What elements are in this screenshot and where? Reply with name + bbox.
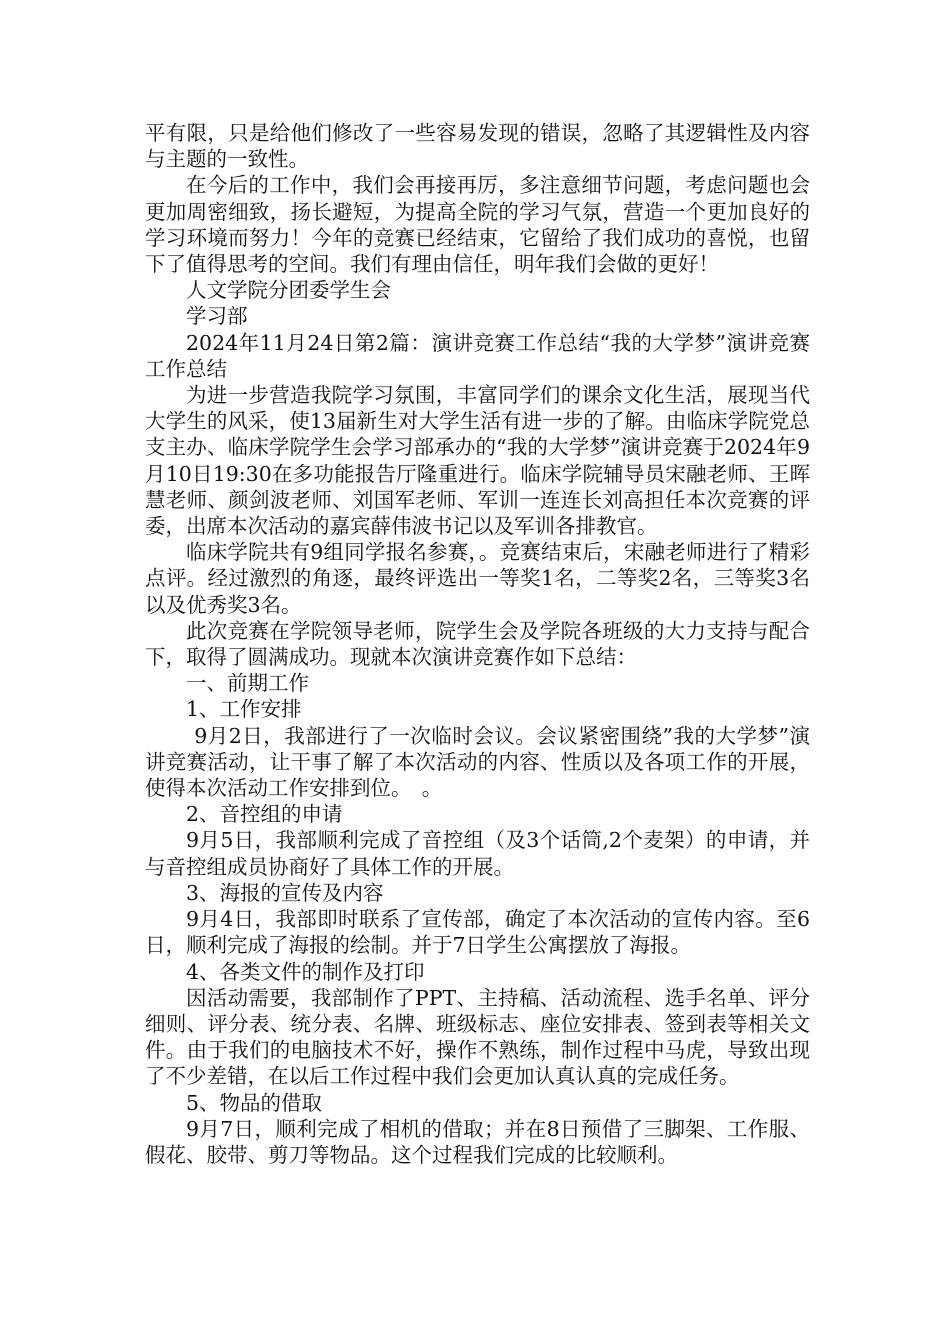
document-paragraph: 9月7日，顺利完成了相机的借取；并在8日预借了三脚架、工作服、假花、胶带、剪刀等物品。这个过程我们完成的比较顺利。 — [145, 1116, 810, 1167]
document-paragraph: 为进一步营造我院学习氛围，丰富同学们的课余文化生活，展现当代大学生的风采，使13届新生对大学生活有进一步的了解。由临床学院党总支主办、临床学院学生会学习部承办的“我的大学梦”演讲竞赛于2024年9月10日19:30在多功能报告厅隆重进行。临床学院辅导员宋融老师、王晖慧老师、颜剑波老师、刘国军老师、军训一连连长刘高担任本次竞赛的评委，出席本次活动的嘉宾薛伟波书记以及军训各排教官。 — [145, 383, 810, 539]
document-paragraph: 因活动需要，我部制作了PPT、主持稿、活动流程、选手名单、评分细则、评分表、统分表、名牌、班级标志、座位安排表、签到表等相关文件。由于我们的电脑技术不好，操作不熟练，制作过程中马虎，导致出现了不少差错，在以后工作过程中我们会更加认真认真的完成任务。 — [145, 985, 810, 1089]
document-paragraph: 9月2日，我部进行了一次临时会议。会议紧密围绕”我的大学梦”演讲竞赛活动，让干事了解了本次活动的内容、性质以及各项工作的开展，使得本次活动工作安排到位。 。 — [145, 723, 810, 801]
document-paragraph: 此次竞赛在学院领导老师，院学生会及学院各班级的大力支持与配合下，取得了圆满成功。现就本次演讲竞赛作如下总结： — [145, 618, 810, 670]
document-paragraph: 人文学院分团委学生会 — [186, 278, 391, 303]
document-paragraph: 在今后的工作中，我们会再接再厉，多注意细节问题，考虑问题也会更加周密细致，扬长避短，为提高全院的学习气氛，营造一个更加良好的学习环境而努力！今年的竞赛已经结束，它留给了我们成功的喜悦，也留下了值得思考的空间。我们有理由信任，明年我们会做的更好！ — [145, 173, 810, 277]
document-paragraph: 一、前期工作 — [186, 671, 309, 696]
document-paragraph: 3、海报的宣传及内容 — [186, 880, 384, 905]
document-paragraph: 1、工作安排 — [186, 697, 302, 722]
document-paragraph: 9月4日，我部即时联系了宣传部，确定了本次活动的宣传内容。至6日，顺利完成了海报的绘制。并于7日学生公寓摆放了海报。 — [145, 907, 810, 958]
document-page — [145, 120, 810, 1168]
document-paragraph: 平有限，只是给他们修改了一些容易发现的错误，忽略了其逻辑性及内容与主题的一致性。 — [145, 121, 810, 172]
document-paragraph: 2024年11月24日第2篇：演讲竞赛工作总结“我的大学梦”演讲竞赛工作总结 — [145, 330, 810, 381]
document-paragraph: 5、物品的借取 — [186, 1090, 323, 1115]
document-paragraph: 9月5日，我部顺利完成了音控组（及3个话筒,2个麦架）的申请，并与音控组成员协商好了具体工作的开展。 — [145, 828, 810, 879]
document-paragraph: 4、各类文件的制作及打印 — [186, 959, 425, 984]
document-paragraph: 学习部 — [186, 304, 248, 329]
document-paragraph: 2、音控组的申请 — [186, 802, 343, 827]
document-paragraph: 临床学院共有9组同学报名参赛，。竞赛结束后，宋融老师进行了精彩点评。经过激烈的角逐，最终评选出一等奖1名，二等奖2名，三等奖3名以及优秀奖3名。 — [145, 540, 810, 617]
